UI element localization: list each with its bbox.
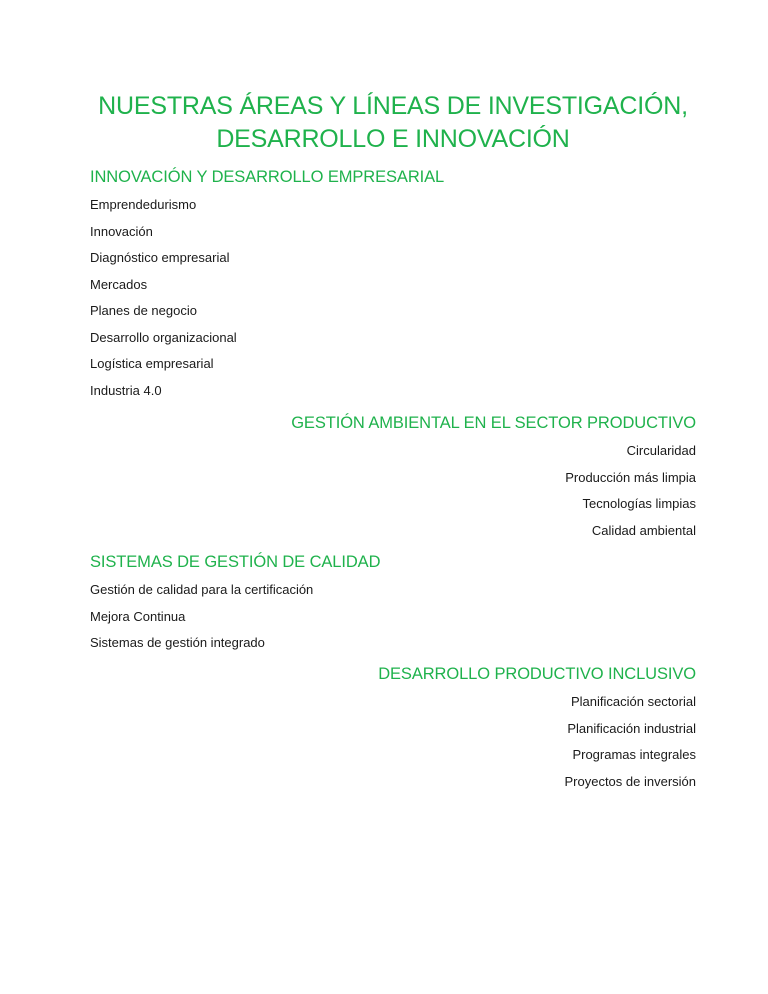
list-item: Mejora Continua: [90, 608, 186, 624]
list-item: Mercados: [90, 276, 148, 292]
list-item: Producción más limpia: [565, 469, 696, 485]
list-item: Circularidad: [626, 443, 696, 458]
list-item: Programas integrales: [572, 747, 696, 762]
list-item: Sistemas de gestión integrado: [90, 635, 265, 650]
list-item: Innovación: [90, 223, 153, 239]
section-item-list: [90, 438, 696, 544]
list-item: Planificación sectorial: [570, 694, 696, 709]
document-page: [90, 0, 696, 994]
section-gestion-ambiental: [90, 412, 696, 544]
page-title-line-2: DESARROLLO E INNOVACIÓN: [216, 125, 570, 153]
list-item: Planificación industrial: [567, 720, 696, 736]
list-item: Proyectos de inversión: [564, 773, 696, 789]
list-item: Planes de negocio: [90, 303, 197, 318]
list-item: Logística empresarial: [90, 356, 214, 371]
list-item: Emprendedurismo: [90, 197, 197, 212]
section-item-list: [90, 689, 696, 795]
list-item: Tecnologías limpias: [582, 496, 696, 511]
list-item: Desarrollo organizacional: [90, 329, 237, 345]
list-item: Diagnóstico empresarial: [90, 250, 230, 265]
page-title: [90, 90, 696, 156]
section-innovacion-desarrollo-empresarial: [90, 166, 696, 404]
section-item-list: [90, 192, 696, 404]
section-heading: INNOVACIÓN Y DESARROLLO EMPRESARIAL: [90, 168, 445, 186]
page-title-line-1: NUESTRAS ÁREAS Y LÍNEAS DE INVESTIGACIÓN,: [98, 92, 688, 120]
section-item-list: [90, 577, 696, 657]
list-item: Industria 4.0: [90, 382, 162, 398]
section-heading: GESTIÓN AMBIENTAL EN EL SECTOR PRODUCTIVO: [291, 414, 696, 432]
section-sistemas-gestion-calidad: [90, 551, 696, 657]
section-heading: DESARROLLO PRODUCTIVO INCLUSIVO: [378, 665, 696, 683]
section-heading: SISTEMAS DE GESTIÓN DE CALIDAD: [90, 553, 381, 571]
list-item: Gestión de calidad para la certificación: [90, 582, 314, 597]
list-item: Calidad ambiental: [591, 522, 696, 538]
section-desarrollo-productivo-inclusivo: [90, 663, 696, 795]
